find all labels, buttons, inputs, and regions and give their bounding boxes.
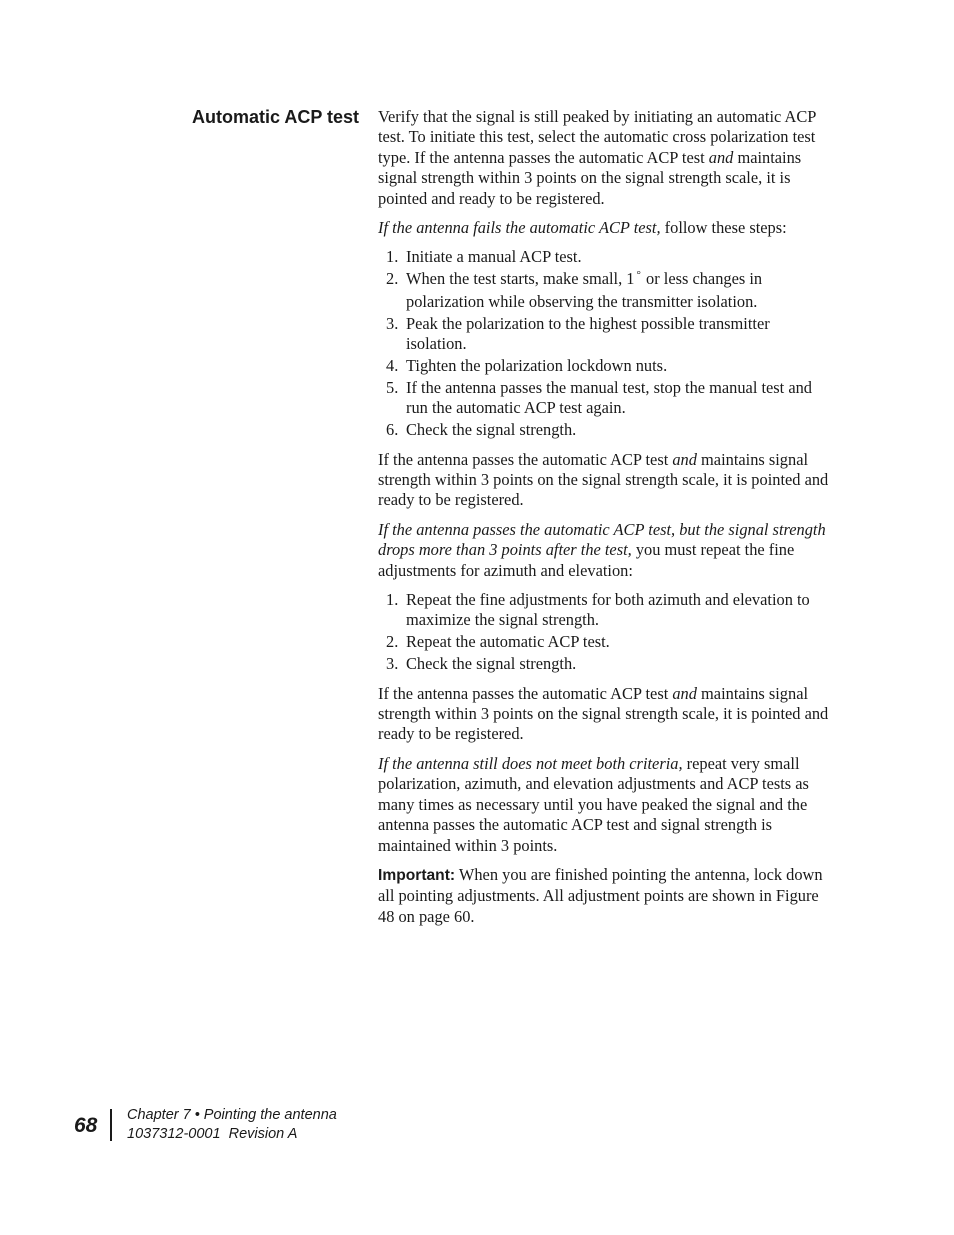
pass-again-text-a: If the antenna passes the automatic ACP test <box>378 683 673 703</box>
fail-condition-paragraph <box>378 218 830 238</box>
important-label: Important: <box>378 866 456 884</box>
page-number: 68 <box>74 1114 98 1137</box>
degree-symbol: ° <box>636 269 641 282</box>
pass-text-b: maintains signal strength within 3 points on the signal strength scale, it is pointed and ready to be registered. <box>378 449 829 510</box>
footer-divider <box>110 1109 112 1141</box>
list-item <box>378 632 830 652</box>
list-item <box>378 378 830 419</box>
repeat-steps-list <box>378 590 830 675</box>
fail-condition-emphasis: If the antenna fails the automatic ACP test, <box>378 218 661 238</box>
list-number: 2. <box>386 269 399 289</box>
list-number: 1. <box>386 590 399 610</box>
list-item <box>378 247 830 267</box>
fail-condition-text: follow these steps: <box>660 218 787 238</box>
list-item-text: Initiate a manual ACP test. <box>406 247 582 267</box>
list-item <box>378 420 830 440</box>
footer-chapter: Chapter 7 • Pointing the antenna <box>127 1107 337 1123</box>
list-item <box>378 590 830 631</box>
signal-drop-paragraph <box>378 520 830 581</box>
list-item <box>378 269 830 312</box>
body-text-column <box>378 107 830 936</box>
criteria-text: repeat very small polarization, azimuth, and elevation adjustments and ACP tests as many times as necessary until you have peaked the signal and the antenna passes the automatic ACP test and signal strength is maintained within 3 points. <box>378 753 809 855</box>
list-number: 6. <box>386 420 399 440</box>
important-note <box>378 865 830 927</box>
footer-doc-id: 1037312-0001 Revision A <box>127 1126 298 1142</box>
list-number: 4. <box>386 355 399 375</box>
list-number: 3. <box>386 654 399 674</box>
list-item-text: Peak the polarization to the highest possible transmitter isolation. <box>406 313 770 354</box>
signal-drop-text: you must repeat the fine adjustments for azimuth and elevation: <box>378 540 795 580</box>
criteria-emphasis: If the antenna still does not meet both criteria, <box>378 753 683 773</box>
signal-drop-emphasis: If the antenna passes the automatic ACP test, but the signal strength drops more than 3 points after the test, <box>378 519 826 560</box>
list-item-text: When the test starts, make small, 1 <box>406 269 635 289</box>
list-item <box>378 654 830 674</box>
intro-emphasis: and <box>708 147 734 167</box>
list-number: 5. <box>386 377 399 397</box>
list-number: 2. <box>386 632 399 652</box>
list-item-text: or less changes in polarization while observing the transmitter isolation. <box>406 269 763 311</box>
intro-text-a: Verify that the signal is still peaked by initiating an automatic ACP test. To initiate this test, select the automatic cross polarization test type. If the antenna passes the automatic ACP test <box>378 107 816 167</box>
pass-text-a: If the antenna passes the automatic ACP test <box>378 449 673 469</box>
pass-again-text-b: maintains signal strength within 3 points on the signal strength scale, it is pointed and ready to be registered. <box>378 683 829 744</box>
list-item-text: Check the signal strength. <box>406 420 577 440</box>
list-number: 3. <box>386 313 399 333</box>
pass-emphasis: and <box>672 449 697 469</box>
pass-again-paragraph <box>378 684 830 745</box>
list-item-text: Check the signal strength. <box>406 654 577 674</box>
intro-text-b: maintains signal strength within 3 points on the signal strength scale, it is pointed and ready to be registered. <box>378 147 802 208</box>
fail-steps-list <box>378 247 830 440</box>
criteria-paragraph <box>378 754 830 856</box>
list-item <box>378 356 830 376</box>
footer-info <box>127 1106 337 1144</box>
list-item-text: Repeat the fine adjustments for both azimuth and elevation to maximize the signal strength. <box>406 590 810 630</box>
pass-again-emphasis: and <box>672 683 697 703</box>
list-number: 1. <box>386 247 399 267</box>
pass-paragraph <box>378 450 830 511</box>
list-item <box>378 314 830 355</box>
list-item-text: Tighten the polarization lockdown nuts. <box>406 355 668 375</box>
important-text: When you are finished pointing the antenna, lock down all pointing adjustments. All adjustment points are shown in Figure 48 on page 60. <box>378 864 823 926</box>
section-heading: Automatic ACP test <box>192 107 360 127</box>
intro-paragraph <box>378 107 830 209</box>
list-item-text: Repeat the automatic ACP test. <box>406 632 610 652</box>
list-item-text: If the antenna passes the manual test, stop the manual test and run the automatic ACP test again. <box>406 377 813 418</box>
